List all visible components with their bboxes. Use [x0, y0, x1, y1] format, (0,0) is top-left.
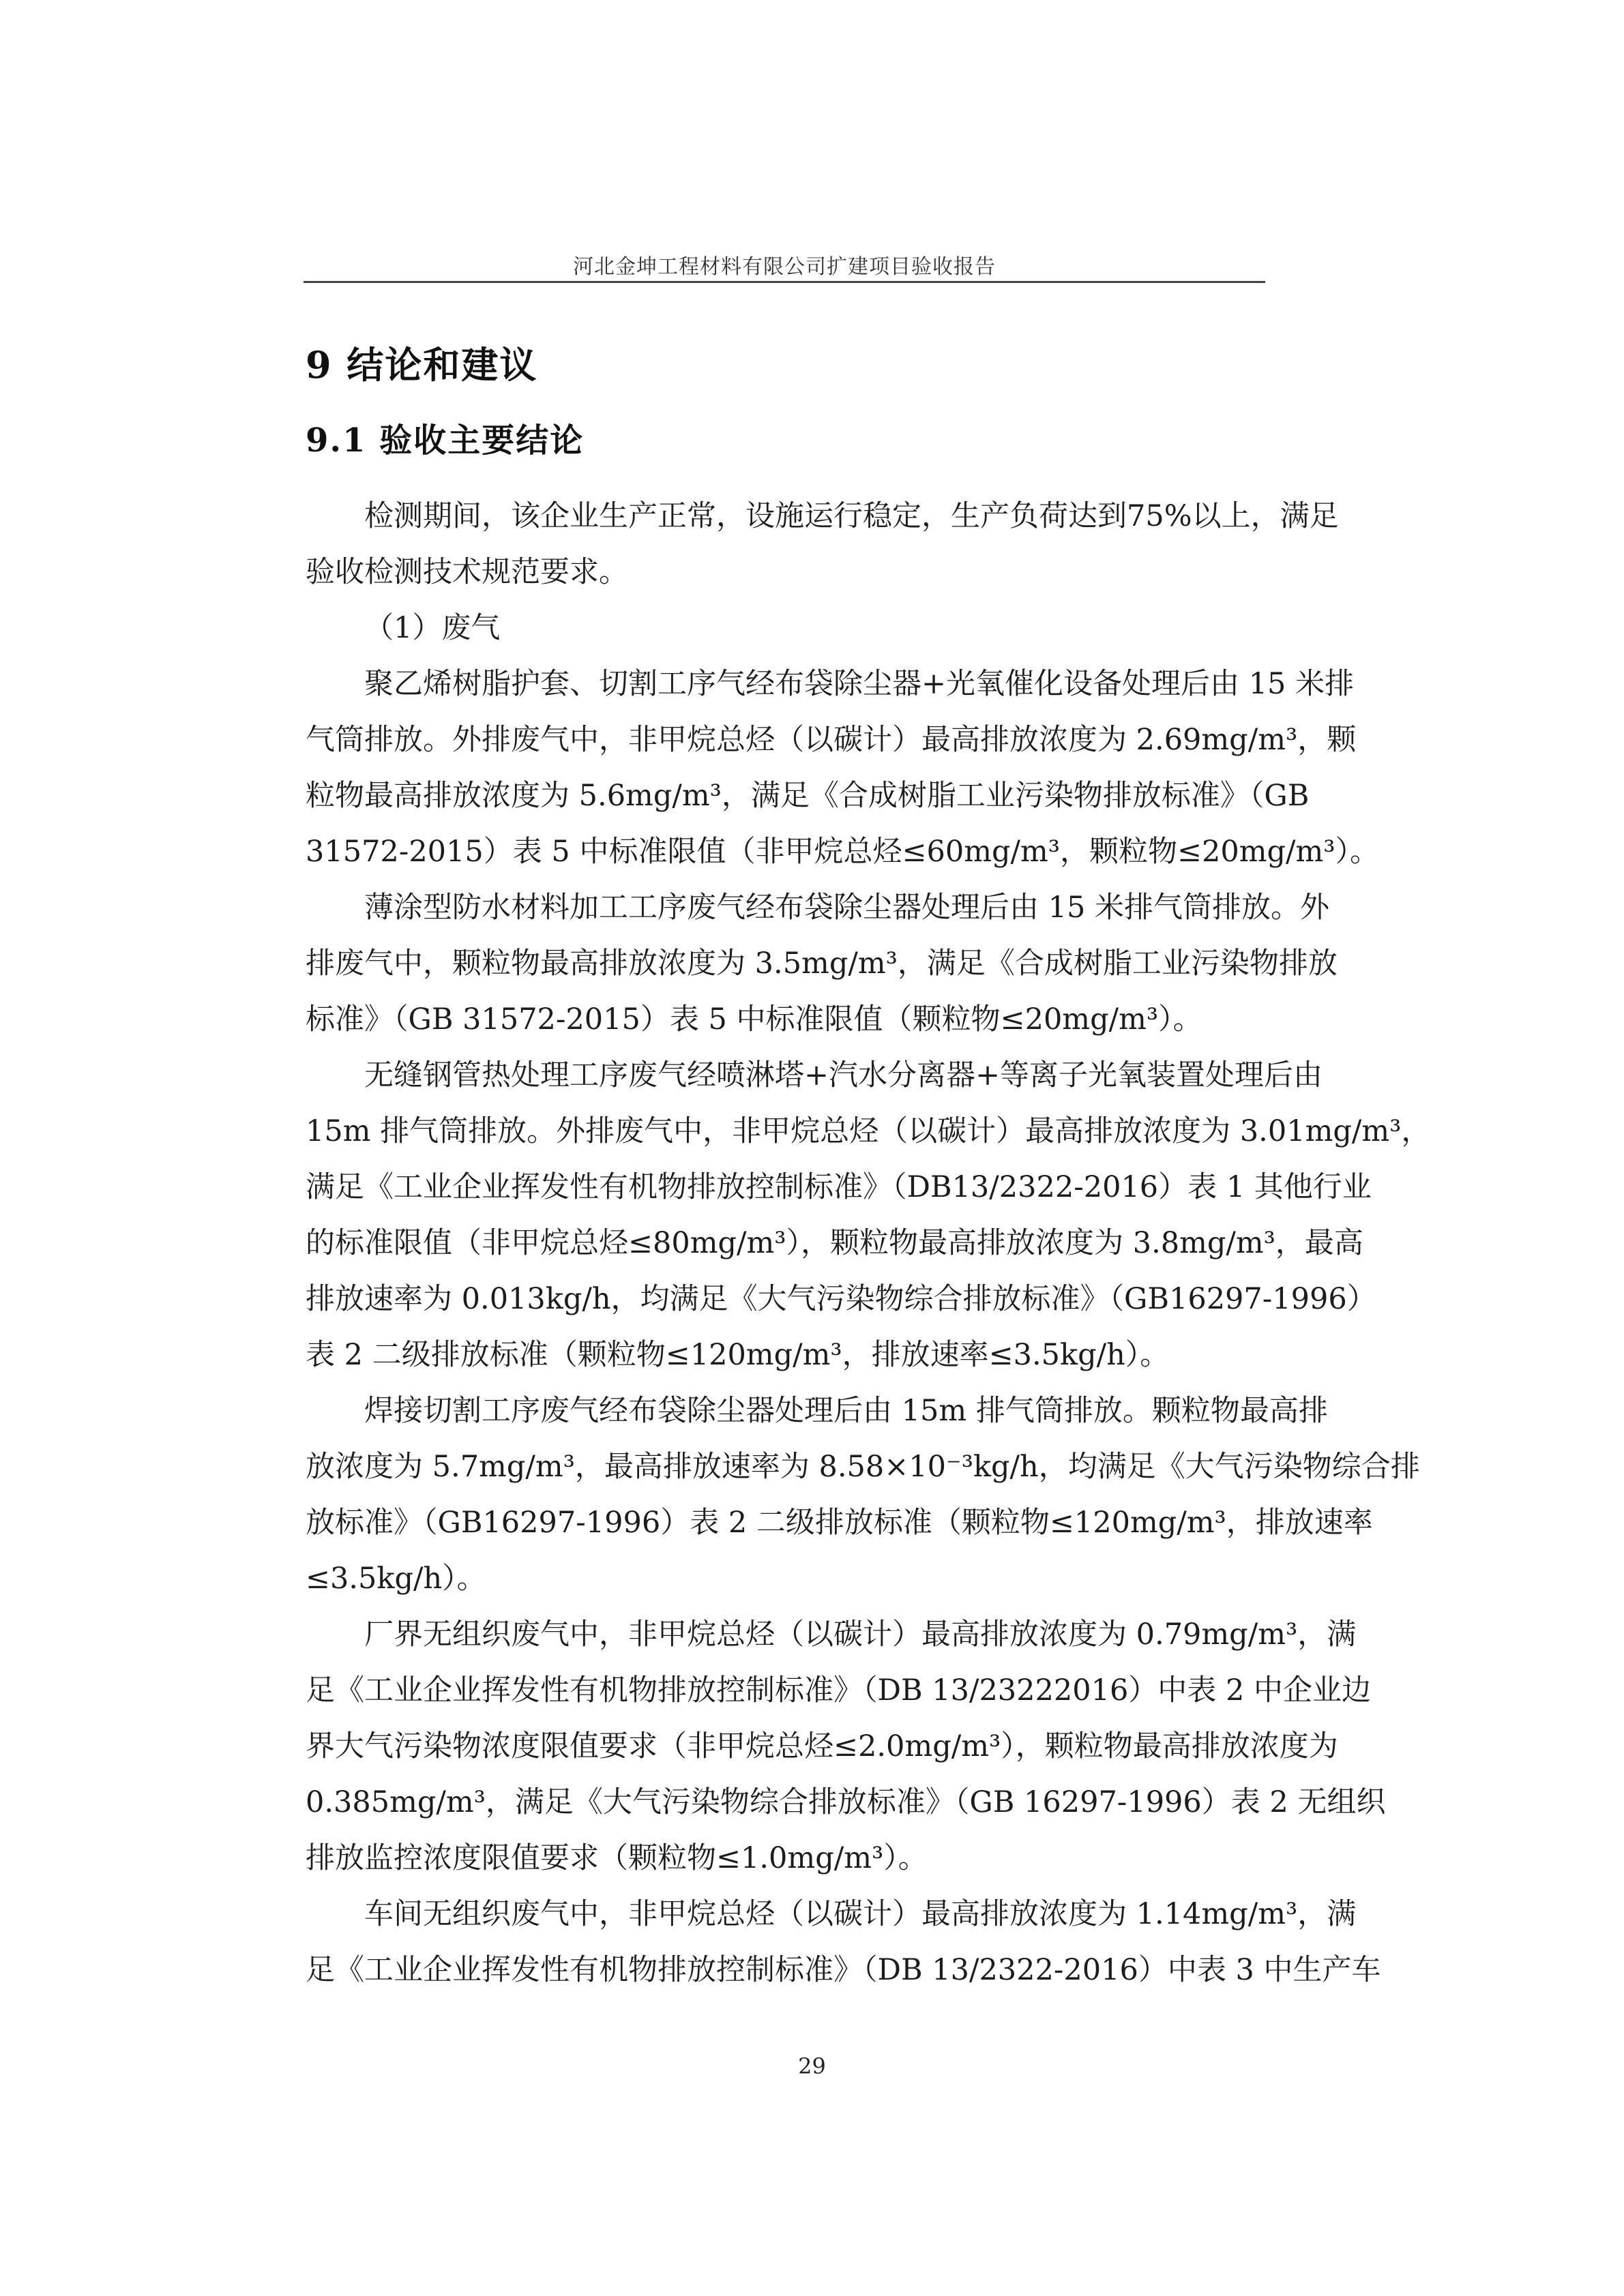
text-line: 厂界无组织废气中，非甲烷总烃（以碳计）最高排放浓度为 0.79mg/m³，满 — [364, 1617, 1357, 1652]
section-title: 9 结论和建议 — [306, 343, 538, 387]
text-line: 放标准》（GB16297-1996）表 2 二级排放标准（颗粒物≤120mg/m³，排放速率 — [306, 1506, 1373, 1540]
text-line: 满足《工业企业挥发性有机物排放控制标准》（DB13/2322-2016）表 1 其他行业 — [306, 1170, 1372, 1204]
text-line: 足《工业企业挥发性有机物排放控制标准》（DB 13/23222016）中表 2 中企业边 — [306, 1673, 1372, 1708]
text-line: 31572-2015）表 5 中标准限值（非甲烷总烃≤60mg/m³，颗粒物≤20mg/m³）。 — [306, 835, 1380, 869]
text-line: 排放监控浓度限值要求（颗粒物≤1.0mg/m³）。 — [306, 1841, 928, 1875]
running-header: 河北金坤工程材料有限公司扩建项目验收报告 — [573, 255, 996, 279]
text-line: 标准》（GB 31572-2015）表 5 中标准限值（颗粒物≤20mg/m³）。 — [306, 1002, 1202, 1037]
text-line: 薄涂型防水材料加工工序废气经布袋除尘器处理后由 15 米排气筒排放。外 — [364, 891, 1330, 925]
text-line: 足《工业企业挥发性有机物排放控制标准》（DB 13/2322-2016）中表 3 中生产车 — [306, 1953, 1381, 1987]
body-text — [306, 488, 1431, 1998]
text-line: 聚乙烯树脂护套、切割工序气经布袋除尘器+光氧催化设备处理后由 15 米排 — [364, 667, 1355, 701]
text-line: 界大气污染物浓度限值要求（非甲烷总烃≤2.0mg/m³），颗粒物最高排放浓度为 — [306, 1729, 1338, 1763]
text-line: 气筒排放。外排废气中，非甲烷总烃（以碳计）最高排放浓度为 2.69mg/m³，颗 — [306, 723, 1357, 757]
text-line: 验收检测技术规范要求。 — [306, 555, 628, 589]
text-line: 车间无组织废气中，非甲烷总烃（以碳计）最高排放浓度为 1.14mg/m³，满 — [364, 1897, 1357, 1931]
text-line: 排放速率为 0.013kg/h，均满足《大气污染物综合排放标准》（GB16297-1996） — [306, 1282, 1376, 1316]
text-line: 粒物最高排放浓度为 5.6mg/m³，满足《合成树脂工业污染物排放标准》（GB — [306, 779, 1310, 813]
text-line: 0.385mg/m³，满足《大气污染物综合排放标准》（GB 16297-1996）表 2 无组织 — [306, 1785, 1386, 1819]
text-line: 15m 排气筒排放。外排废气中，非甲烷总烃（以碳计）最高排放浓度为 3.01mg/m³， — [306, 1114, 1431, 1148]
page-number: 29 — [798, 2053, 826, 2079]
text-line: 排废气中，颗粒物最高排放浓度为 3.5mg/m³，满足《合成树脂工业污染物排放 — [306, 946, 1338, 981]
text-line: 表 2 二级排放标准（颗粒物≤120mg/m³，排放速率≤3.5kg/h）。 — [306, 1338, 1170, 1372]
text-line: 焊接切割工序废气经布袋除尘器处理后由 15m 排气筒排放。颗粒物最高排 — [364, 1394, 1328, 1428]
text-line: 无缝钢管热处理工序废气经喷淋塔+汽水分离器+等离子光氧装置处理后由 — [364, 1058, 1323, 1092]
subheading-line: （1）废气 — [364, 611, 501, 645]
header-rule — [304, 281, 1265, 283]
subsection-title: 9.1 验收主要结论 — [306, 421, 585, 460]
text-line: 检测期间，该企业生产正常，设施运行稳定，生产负荷达到75%以上，满足 — [364, 499, 1339, 533]
text-line: 放浓度为 5.7mg/m³，最高排放速率为 8.58×10⁻³kg/h，均满足《大气污染物综合排 — [306, 1450, 1420, 1484]
text-line: 的标准限值（非甲烷总烃≤80mg/m³），颗粒物最高排放浓度为 3.8mg/m³，最高 — [306, 1226, 1363, 1260]
text-line: ≤3.5kg/h）。 — [306, 1562, 486, 1596]
